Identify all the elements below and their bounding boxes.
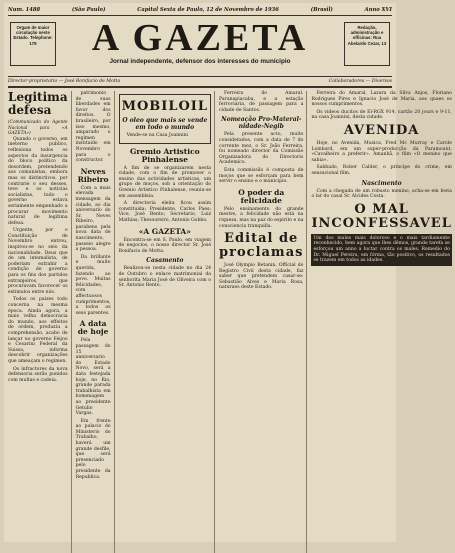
issue-country: (Brasil) [310, 7, 333, 13]
paragraph: Os infractores da nova defensoria serão punidos com multas e cadeia. [8, 366, 68, 383]
column-1 [8, 91, 72, 553]
staff-line [8, 77, 392, 88]
paragraph: Ferreira do Amaral, Lazara da Silva Anjos, Floriano Rodrigues Pires e Ignacio José de Maria, aos quaes os nossos cumprimentos. [311, 91, 452, 108]
headline-neves-ribeiro: Neves Ribeiro [77, 166, 109, 184]
paragraph: Quando o governo, em ineterno publico, reflexiona todos os aspectos da insurgencia do bloco político da desordem, pretendendo aos comunistas, embora mas os distinctivos, por contrarie o seu desses, teve e os noticias socialistas, tudo o governo estava seriamente empenhado a procurar movimento natural de legitima defesa. [8, 136, 68, 226]
paragraph: Pelo ensinamento do grande mestre, a felicidade não está na riqueza, mas na paz do espirito e na consciencia tranquilla. [219, 206, 304, 229]
headline-poder-felicidade: O poder da felicidade [238, 187, 285, 205]
headline-nascimento: Nascimento [361, 179, 402, 187]
paragraph: Sabbado, Rober Calder, o principe do crime, em sensacional film. [311, 165, 452, 176]
newspaper-page [4, 3, 452, 542]
paragraph: Todos os paizes todo concerna na mesma época. Ainda agora, a mais velha democracia do mundo, aos effeitos de ordem, produziu a comprehensão, acabo de lançar no governo Feijoo e Cesarini Federal da Suissa, informa descobrir organizações que ameaçam o regimen. [8, 297, 68, 364]
issue-city: (São Paulo) [71, 7, 106, 13]
issue-date: Capital Sexta de Paulo, 12 de Novembro de 1936 [137, 7, 279, 13]
headline-casamento: Casamento [146, 257, 184, 265]
column-2 [76, 91, 115, 553]
column-5 [311, 91, 454, 553]
headline-edital: Edital de proclamas [219, 231, 304, 261]
paragraph: Em frente ao palacio do Ministerio do Trabalho, haverá um grande desfile, que será presenciado pelo presidente da Republica. [75, 418, 111, 480]
left-ear-box: Orgam de maior circulação neste Estado. Telephone: 179 [10, 22, 56, 66]
article-note: (Communicado do Agente Nacional para «A GAZETA») [8, 120, 68, 137]
ad-text: Vende-se na Casa Joannini [126, 133, 189, 138]
headline-mal-inconfessavel: O MAL INCONFESSAVEL [311, 201, 452, 231]
paragraph: Ferreira do Amaral. Paranapiacaba, e a estação ferroviaria, de passagem para a cidade de Santos. [219, 91, 304, 113]
paragraph: Com a chegada de um robusto menino, acha-se em festa o lar do casal Sr. Alcides Costa. [311, 188, 452, 200]
issue-number: Num. 1488 [8, 7, 41, 13]
paragraph: Encontra-se em S. Paulo, em viagem de negocios, o nosso director Sr. José Bonifacio de Motta. [118, 237, 212, 254]
paragraph: A fim de se organizarem nesta cidade, com o fim de promover o ensino das actividades artisticas, um grupo de moços, sob a orientação do Gremio Artistico Pinhalense, reuniu-se em assembleia. [118, 165, 212, 199]
contributors-credit: Collaboradores — Diversos [328, 79, 392, 84]
masthead [8, 16, 392, 77]
headline-nomeacao: Nomeação Pro-Materal-nidade-Negib [221, 116, 302, 131]
paragraph: Hoje, no Avenida, Musica, Fred Mc Murray e Carole Lombard, em um super-producção da Paramount, «Cavalheiro a preferir». Amanhã, o film «O menino que sabia». [311, 140, 452, 163]
ad-subtitle: O oleo que mais se vende em todo o mundo [122, 117, 208, 131]
ad-mal-inconfessavel: Um dos males mais doloroso e o mais tardiamente reconhecido, bem agora que lhes dêmos, grande tarefa se esforçou um anno a luctar contra os males. Remedio do Dr. Miguel Pereira, em fórma, tão positivo, os resultados se trazem em todos as idades. [311, 234, 451, 266]
paragraph: Urgente, por o Constituição de Novembro entrou, inspirou-se no seio da nacionalidade. Deus que de um intemalista, de poderiam extrahir a condição de governo para os fins dos partidos extranjeiros, que procuravam favorecer os estimulos entre nós. [8, 228, 68, 295]
owner-credit: Director-proprietario — José Bonifacio de Motta [8, 79, 121, 84]
newspaper-title: A GAZETA [91, 17, 309, 59]
column-4 [219, 91, 307, 553]
issue-line [8, 5, 392, 16]
paragraph: patrimonio de suas liberdades em favor dos direitos. O brasileiro, por isso mesmo, amparado o regimen instituido em Novembro para o constructor. [75, 91, 111, 164]
paragraph: Pela passagem do 15 anniversario do Estado Novo, será a data festejada hoje, no Rio, grande parada trabalhista em homenagem ao presidente Getulio Vargas. [75, 338, 111, 417]
newspaper-subtitle: Jornal independente, defensor dos interesses do municipio [109, 58, 291, 65]
paragraph: Da brillante e muito querida, fazendo ao povo. Muitas felicidades, com affectuosos cumprimentos, a todos os seus parentes. [75, 254, 111, 316]
paragraph: Realizou-se nesta cidade no dia 24 de Outubro o enlace matrimonial da senhorita Maria José de Oliveira com o Sr. Antonio Bento. [118, 266, 212, 289]
headline-legitima-defesa: Legitima defesa [8, 90, 68, 117]
column-3 [119, 91, 215, 553]
headline-avenida: AVENIDA [343, 122, 420, 138]
paragraph: A directoria eleita ficou assim constituida: Presidente, Carlos Paes; Vice, José Bento; Secretario, Luiz Mathias; Thesoureiro, Antonio Gobbo. [118, 201, 212, 223]
issue-year: Anno XVI [364, 7, 392, 13]
headline-a-gazeta: «A GAZETA» [138, 226, 191, 236]
ad-title: MOBILOIL [121, 99, 209, 114]
paragraph: Os videos ducitos de El-RGX 914, cartão 20 jours e 9-11, na casa Joannini, desta cidade. [311, 109, 452, 121]
paragraph: José Olympio Betanin, Official do Registro Civil desta cidade, faz saber que pretendem casar-se: Sebastião Alves e Maria Rosa, naturaes deste Estado. [219, 263, 304, 291]
paragraph: Esta commissão é composta de moços que se esforçam para bem servir o ensino e o municipio. [219, 167, 304, 185]
paragraph: Com a mais elevada mensagem da cidade, ao dia aniversario do Sr. Neves Ribeiro, parabens pela nova data de nascimento, passeio alegre a pessoa. [75, 185, 111, 253]
mobiloil-ad [119, 94, 211, 144]
article-columns [8, 88, 452, 553]
paragraph: Pela presente acto, muito considerados, com a data de 7 do corrente mez, o Sr. João Ferreira, foi nomeado director da Comissão Organizadora do Directorio Academico. [219, 132, 304, 166]
headline-gremio: Gremio Artistico Pinhalense [129, 146, 200, 164]
headline-data-de-hoje: A data de hoje [77, 319, 109, 337]
right-ear-box: Redação, administração e officinas: Rua Abelardo Cezar, 13 [344, 22, 390, 66]
